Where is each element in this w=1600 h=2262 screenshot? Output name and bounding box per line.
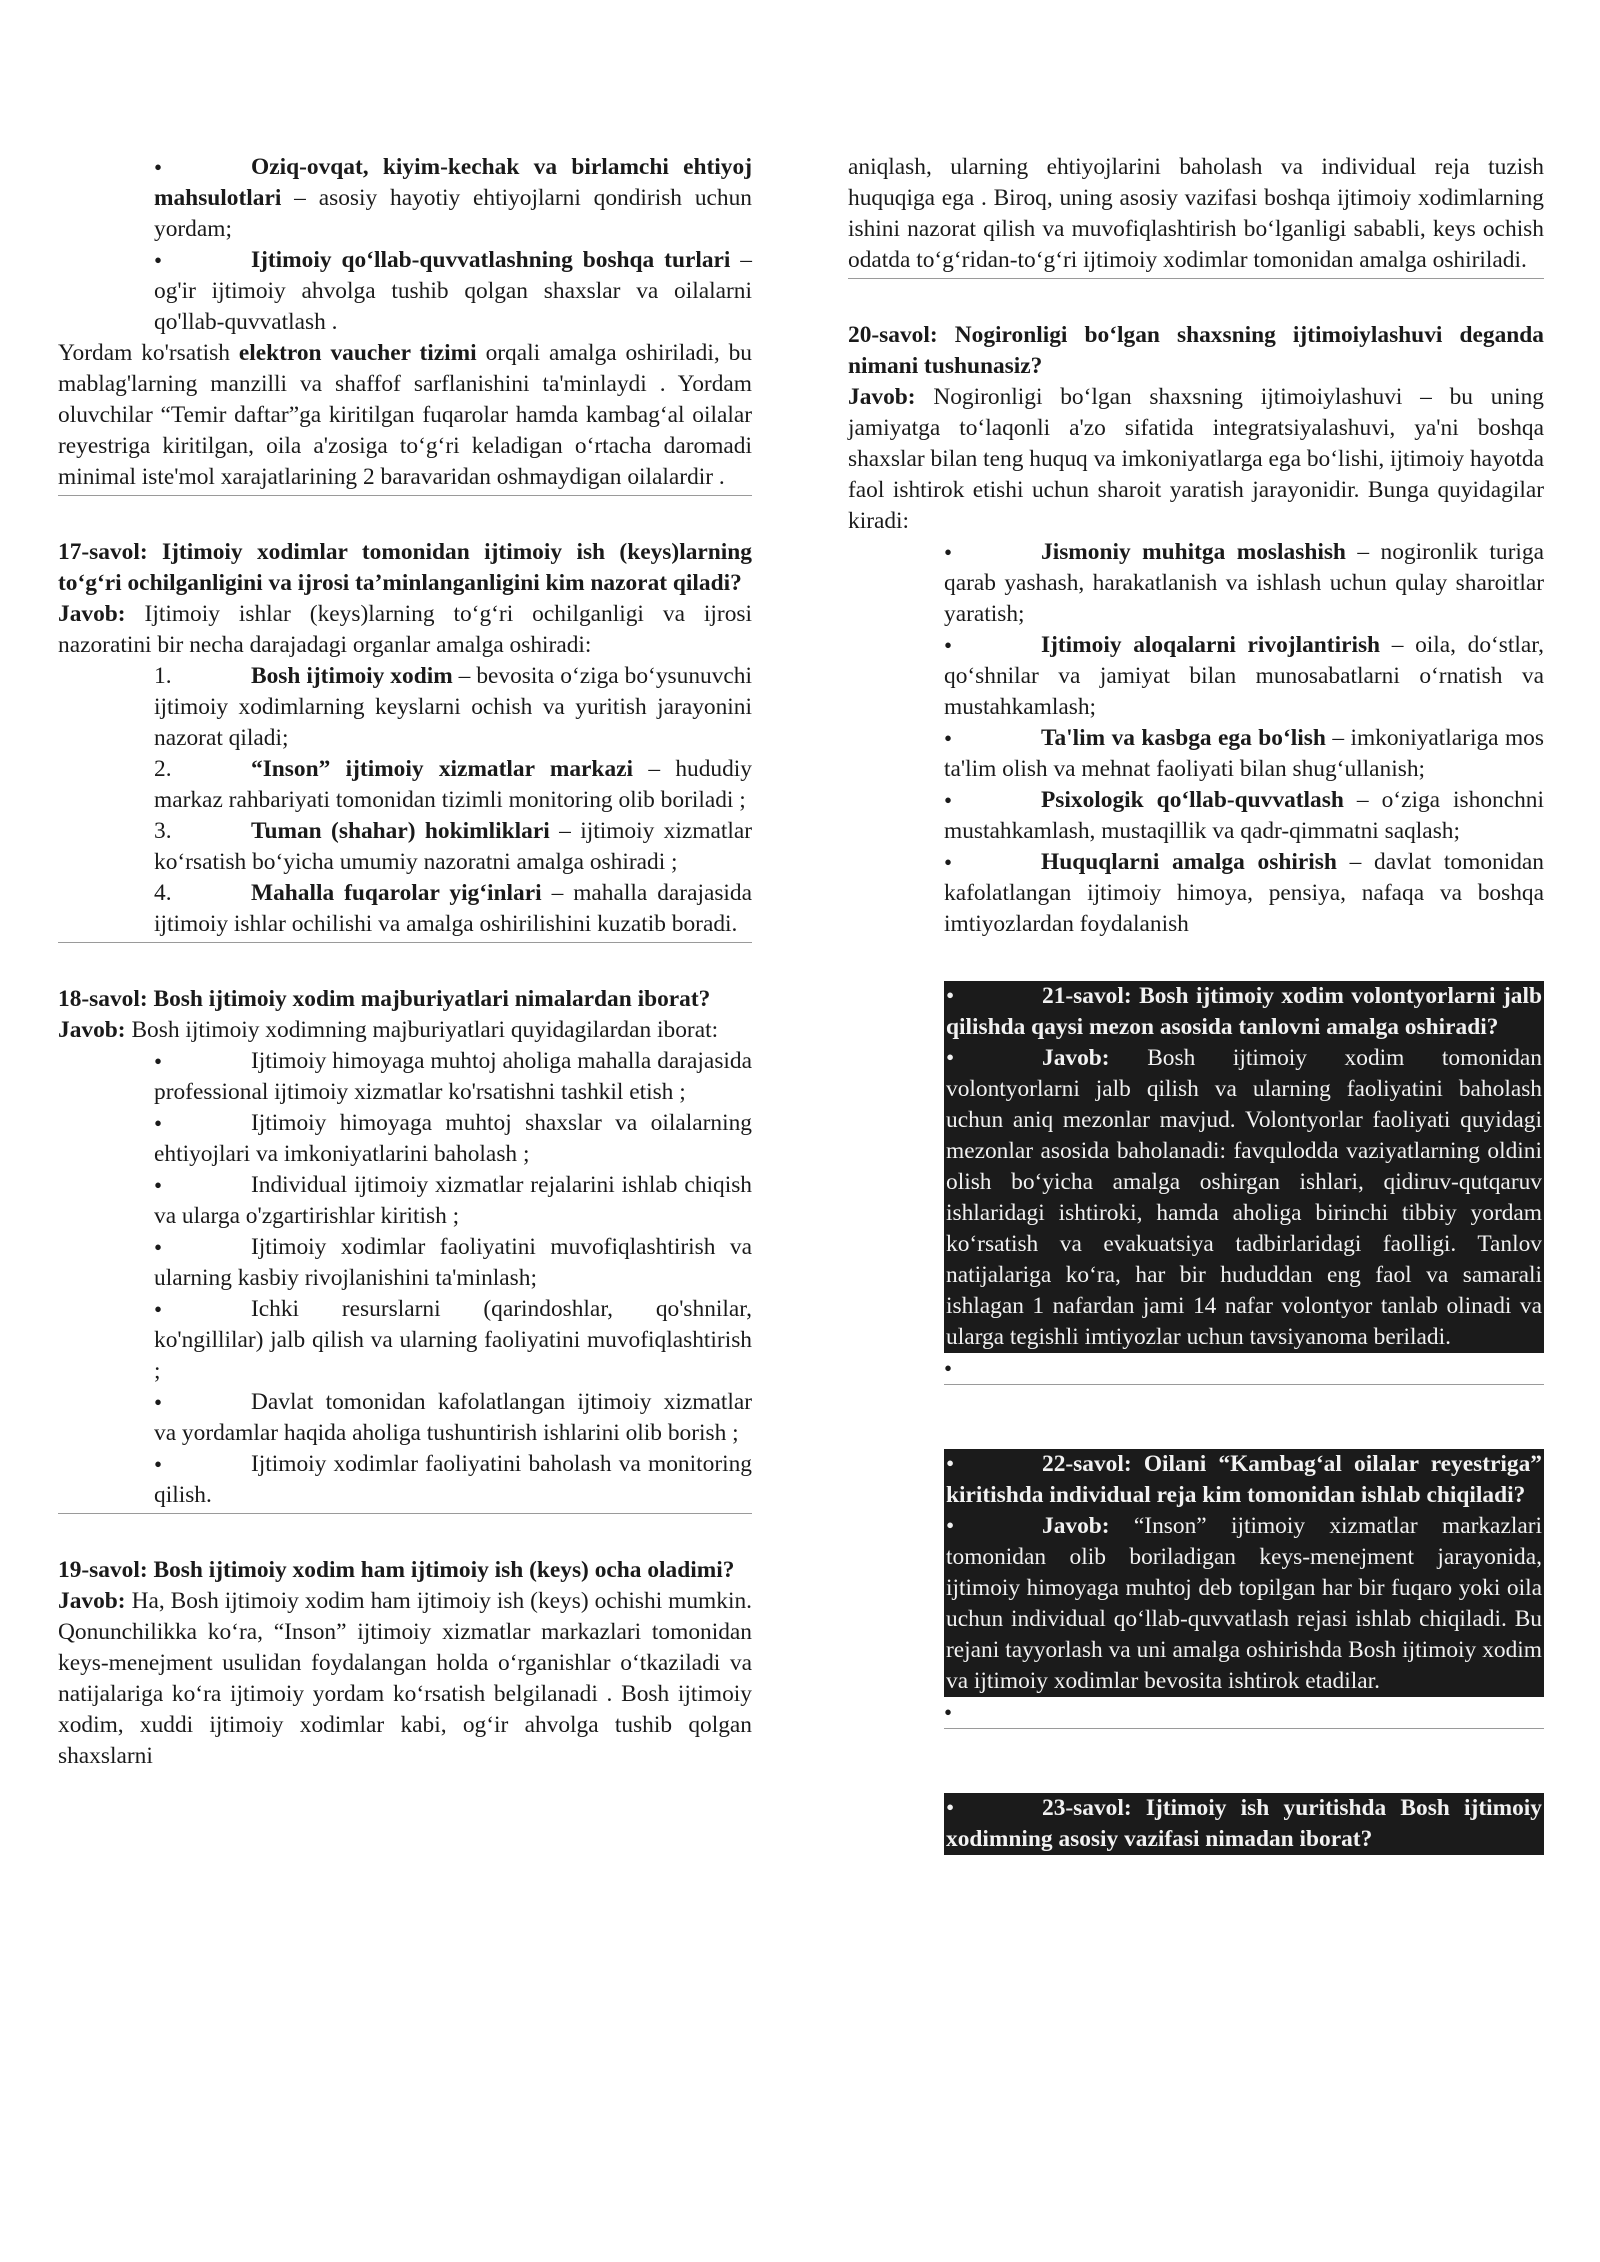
question-22-block xyxy=(944,1449,1544,1697)
empty-bullet: • xyxy=(944,1700,953,1725)
question-21-block xyxy=(944,981,1544,1353)
question-17-answer: Javob: Ijtimoiy ishlar (keys)larning to‘g‘ri ochilganligi va ijrosi nazoratini bir necha darajadagi organlar amalga oshiradi: xyxy=(58,601,752,658)
question-18-answer: Javob: Bosh ijtimoiy xodimning majburiyatlari quyidagilardan iborat: xyxy=(58,1017,719,1043)
question-21-heading: 21-savol: Bosh ijtimoiy xodim volontyorlarni jalb qilishda qaysi mezon asosida tanlovni amalga oshiradi? xyxy=(946,983,1542,1040)
question-18-heading: 18-savol: Bosh ijtimoiy xodim majburiyatlari nimalardan iborat? xyxy=(58,986,711,1012)
support-types-list xyxy=(58,152,752,338)
question-19-answer: Javob: Ha, Bosh ijtimoiy xodim ham ijtimoiy ish (keys) ochishi mumkin. Qonunchilikka ko‘ra, “Inson” ijtimoiy xizmatlar markazlari tomonidan keys-menejment usulidan foydalangan holda o‘rganishlar o‘tkaziladi va natijalariga ko‘ra ijtimoiy yordam ko‘rsatish belgilanadi . Bosh ijtimoiy xodim, xuddi ijtimoiy xodimlar kabi, og‘ir ahvolga tushib qolgan shaxslarni xyxy=(58,1588,752,1769)
list-item: • Jismoniy muhitga moslashish – nogironlik turiga qarab yashash, harakatlanish va ishlash uchun qulay sharoitlar yaratish; xyxy=(944,537,1544,630)
list-item: • Ijtimoiy himoyaga muhtoj shaxslar va oilalarning ehtiyojlari va imkoniyatlarini baholash ; xyxy=(154,1108,752,1170)
question-23-block xyxy=(944,1793,1544,1855)
list-item: • Oziq-ovqat, kiyim-kechak va birlamchi ehtiyoj mahsulotlari – asosiy hayotiy ehtiyojlarni qondirish uchun yordam; xyxy=(154,152,752,245)
list-item: • Ijtimoiy aloqalarni rivojlantirish – oila, do‘stlar, qo‘shnilar va jamiyat bilan munosabatlarni o‘rnatish va mustahkamlash; xyxy=(944,630,1544,723)
list-item: 4. Mahalla fuqarolar yig‘inlari – mahalla darajasida ijtimoiy ishlar ochilishi va amalga oshirilishini kuzatib boradi. xyxy=(154,880,753,937)
question-20-socialization-list xyxy=(848,537,1544,940)
list-item: 2. “Inson” ijtimoiy xizmatlar markazi – hududiy markaz rahbariyati tomonidan tizimli monitoring olib boriladi ; xyxy=(154,756,752,813)
left-column xyxy=(58,152,752,1772)
question-22-heading: 22-savol: Oilani “Kambag‘al oilalar reyestriga” kiritishda individual reja kim tomonidan ishlab chiqiladi? xyxy=(946,1451,1542,1508)
list-item: 3. Tuman (shahar) hokimliklari – ijtimoiy xizmatlar ko‘rsatish bo‘yicha umumiy nazoratni amalga oshiradi ; xyxy=(154,818,752,875)
voucher-paragraph: Yordam ko'rsatish elektron vaucher tizimi orqali amalga oshiriladi, bu mablag'larning manzilli va shaffof sarflanishini ta'minlaydi . Yordam oluvchilar “Temir daftar”ga kiritilgan fuqarolar hamda kambag‘al oilalar reyestriga kiritilgan, oila a'zosiga to‘g‘ri keladigan o‘rtacha daromadi minimal iste'mol xarajatlarining 2 baravaridan oshmaydigan oilalardir . xyxy=(58,340,752,490)
question-22-answer: • Javob: “Inson” ijtimoiy xizmatlar markazlari tomonidan olib boriladigan keys-menejment jarayonida, ijtimoiy himoyaga muhtoj deb topilgan har bir fuqaro yoki oila uchun individual qo‘llab-quvvatlash rejasi ishlab chiqiladi. Bu rejani tayyorlash va uni amalga oshirishda Bosh ijtimoiy xodim va ijtimoiy xodimlar bevosita ishtirok etadilar. xyxy=(946,1511,1542,1697)
right-column xyxy=(848,152,1544,1855)
list-item: 1. Bosh ijtimoiy xodim – bevosita o‘ziga bo‘ysunuvchi ijtimoiy xodimlarning keyslarni ochish va yuritish jarayonini nazorat qiladi; xyxy=(154,663,752,751)
list-item: • Ijtimoiy xodimlar faoliyatini muvofiqlashtirish va ularning kasbiy rivojlanishini ta'minlash; xyxy=(154,1232,752,1294)
list-item: • Davlat tomonidan kafolatlangan ijtimoiy xizmatlar va yordamlar haqida aholiga tushuntirish ishlarini olib borish ; xyxy=(154,1387,752,1449)
list-item: • Individual ijtimoiy xizmatlar rejalarini ishlab chiqish va ularga o'zgartirishlar kiritish ; xyxy=(154,1170,752,1232)
question-19-answer-continued: aniqlash, ularning ehtiyojlarini baholash va individual reja tuzish huquqiga ega . Biroq, uning asosiy vazifasi boshqa ijtimoiy xodimlarning ishini nazorat qilish va muvofiqlashtirish bo‘lganligi sababli, keys ochish odatda to‘g‘ridan-to‘g‘ri ijtimoiy xodimlar tomonidan amalga oshiriladi. xyxy=(848,154,1544,273)
list-item: • Huquqlarni amalga oshirish – davlat tomonidan kafolatlangan ijtimoiy himoya, pensiya, nafaqa va boshqa imtiyozlardan foydalanish xyxy=(944,847,1544,940)
list-item: • Ta'lim va kasbga ega bo‘lish – imkoniyatlariga mos ta'lim olish va mehnat faoliyati bilan shug‘ullanish; xyxy=(944,723,1544,785)
question-17-numbered-list xyxy=(58,661,752,940)
list-item: • Ijtimoiy himoyaga muhtoj aholiga mahalla darajasida professional ijtimoiy xizmatlar ko'rsatishni tashkil etish ; xyxy=(154,1046,752,1108)
question-23-heading: 23-savol: Ijtimoiy ish yuritishda Bosh ijtimoiy xodimning asosiy vazifasi nimadan iborat? xyxy=(946,1795,1542,1852)
question-18-duties-list xyxy=(58,1046,752,1511)
question-21-answer: • Javob: Bosh ijtimoiy xodim tomonidan volontyorlarni jalb qilish va ularning faoliyatini baholash uchun aniq mezonlar mavjud. Volontyorlar faoliyati quyidagi mezonlar asosida baholanadi: favqulodda vaziyatlarning oldini olish bo‘yicha amalga oshirgan ishlari, qidiruv-qutqaruv ishlaridagi ishtiroki, hamda aholiga birinchi tibbiy yordam ko‘rsatish va evakuatsiya tadbirlaridagi faolligi. Tanlov natijalariga ko‘ra, har bir hududdan eng faol va samarali ishlagan 1 nafardan jami 14 nafar volontyor tanlab olinadi va ularga tegishli imtiyozlar uchun tavsiyanoma beriladi. xyxy=(946,1043,1542,1353)
list-item: • Ijtimoiy xodimlar faoliyatini baholash va monitoring qilish. xyxy=(154,1449,752,1511)
question-17-heading: 17-savol: Ijtimoiy xodimlar tomonidan ijtimoiy ish (keys)larning to‘g‘ri ochilganligini va ijrosi ta’minlanganligini kim nazorat qiladi? xyxy=(58,539,752,596)
question-20-heading: 20-savol: Nogironligi bo‘lgan shaxsning ijtimoiylashuvi deganda nimani tushunasiz? xyxy=(848,322,1544,379)
question-20-answer: Javob: Nogironligi bo‘lgan shaxsning ijtimoiylashuvi – bu uning jamiyatga to‘laqonli a'zo sifatida integratsiyalashuvi, ya'ni boshqa shaxslar bilan teng huquq va imkoniyatlarga ega bo‘lishi, ijtimoiy hayotda faol ishtirok etishi uchun sharoit yaratish jarayonidir. Bunga quyidagilar kiradi: xyxy=(848,384,1544,534)
list-item: • Ijtimoiy qo‘llab-quvvatlashning boshqa turlari – og'ir ijtimoiy ahvolga tushib qolgan shaxslar va oilalarni qo'llab-quvvatlash . xyxy=(154,245,752,338)
list-item: • Ichki resurslarni (qarindoshlar, qo'shnilar, ko'ngillilar) jalb qilish va ularning faoliyatini muvofiqlashtirish ; xyxy=(154,1294,752,1387)
empty-bullet: • xyxy=(944,1356,953,1381)
question-19-heading: 19-savol: Bosh ijtimoiy xodim ham ijtimoiy ish (keys) ocha oladimi? xyxy=(58,1557,735,1583)
list-item: • Psixologik qo‘llab-quvvatlash – o‘ziga ishonchni mustahkamlash, mustaqillik va qadr-qimmatni saqlash; xyxy=(944,785,1544,847)
